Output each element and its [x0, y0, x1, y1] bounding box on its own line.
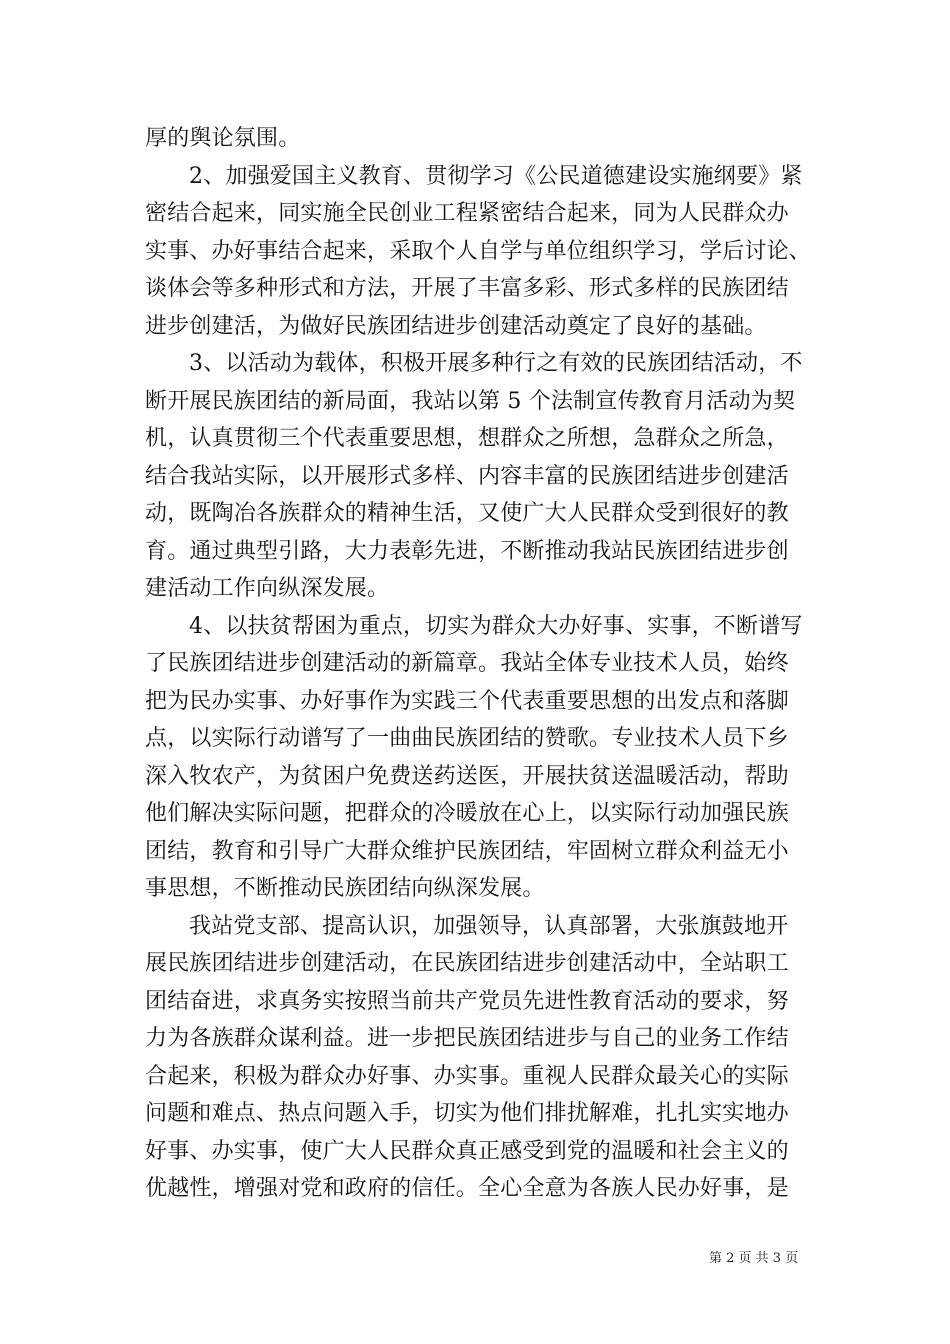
text-line: 动，既陶冶各族群众的精神生活，又使广大人民群众受到很好的教	[145, 501, 789, 526]
text-line: 进步创建活，为做好民族团结进步创建活动奠定了良好的基础。	[145, 313, 767, 339]
text-line: 优越性，增强对党和政府的信任。全心全意为各族人民办好事，是	[145, 1176, 789, 1201]
text-line: 断开展民族团结的新局面，我站以第 5 个法制宣传教育月活动为契	[145, 388, 796, 414]
text-line: 团结奋进，求真务实按照当前共产党员先进性教育活动的要求，努	[145, 988, 789, 1014]
text-line: 谈体会等多种形式和方法，开展了丰富多彩、形式多样的民族团结	[145, 276, 789, 301]
text-line: 深入牧农产，为贫困户免费送药送医，开展扶贫送温暖活动，帮助	[145, 763, 789, 789]
text-line: 密结合起来，同实施全民创业工程紧密结合起来，同为人民群众办	[145, 201, 789, 226]
paragraph-3-start: 3、以活动为载体，积极开展多种行之有效的民族团结活动，不	[189, 351, 803, 376]
paragraph-5-start: 我站党支部、提高认识，加强领导，认真部署，大张旗鼓地开	[189, 913, 789, 939]
paragraph-2-start: 2、加强爱国主义教育、贯彻学习《公民道德建设实施纲要》紧	[189, 163, 803, 189]
text-line: 好事、办实事，使广大人民群众真正感受到党的温暖和社会主义的	[145, 1138, 789, 1164]
text-line: 力为各族群众谋利益。进一步把民族团结进步与自己的业务工作结	[145, 1026, 789, 1051]
document-body	[145, 120, 810, 1208]
text-line: 了民族团结进步创建活动的新篇章。我站全体专业技术人员，始终	[145, 651, 789, 676]
text-line: 结合我站实际，以开展形式多样、内容丰富的民族团结进步创建活	[145, 463, 789, 489]
text-line: 育。通过典型引路，大力表彰先进，不断推动我站民族团结进步创	[145, 538, 789, 564]
text-line: 团结，教育和引导广大群众维护民族团结，牢固树立群众利益无小	[145, 838, 789, 864]
text-line: 机，认真贯彻三个代表重要思想，想群众之所想，急群众之所急，	[145, 426, 789, 451]
text-line: 合起来，积极为群众办好事、办实事。重视人民群众最关心的实际	[145, 1063, 789, 1089]
text-line: 问题和难点、热点问题入手，切实为他们排扰解难，扎扎实实地办	[145, 1101, 789, 1126]
paragraph-4-start: 4、以扶贫帮困为重点，切实为群众大办好事、实事，不断谱写	[189, 613, 803, 639]
text-line: 事思想，不断推动民族团结向纵深发展。	[145, 876, 545, 901]
text-line: 他们解决实际问题，把群众的冷暖放在心上，以实际行动加强民族	[145, 801, 789, 826]
text-line: 展民族团结进步创建活动，在民族团结进步创建活动中，全站职工	[145, 951, 789, 976]
page-number-footer: 第 2 页 共 3 页	[709, 1251, 799, 1266]
text-line: 实事、办好事结合起来，采取个人自学与单位组织学习，学后讨论、	[145, 238, 812, 264]
text-line: 把为民办实事、办好事作为实践三个代表重要思想的出发点和落脚	[145, 688, 789, 714]
text-line: 建活动工作向纵深发展。	[145, 576, 390, 601]
text-line: 点，以实际行动谱写了一曲曲民族团结的赞歌。专业技术人员下乡	[145, 726, 789, 751]
text-line: 厚的舆论氛围。	[145, 126, 301, 151]
